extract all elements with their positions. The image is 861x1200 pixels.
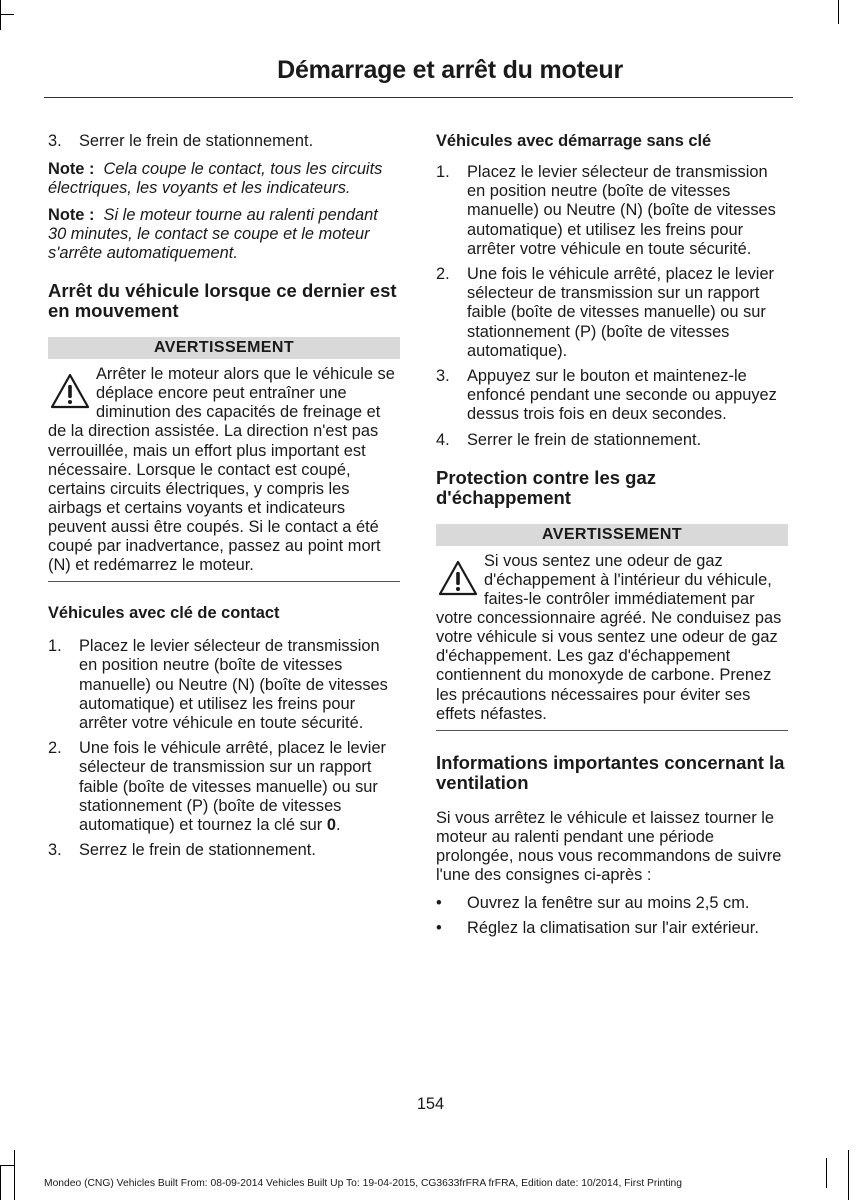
crop-mark-bottom-right-2 (848, 1150, 849, 1200)
list-text: Une fois le véhicule arrêté, placez le levier sélecteur de transmission sur un rapport faible (boîte de vitesses manuelle) ou sur stationnement (P) (boîte de vitesses automatique) et tournez la clé sur (79, 739, 387, 835)
crop-mark-top-left-h (0, 14, 14, 15)
warning-label: AVERTISSEMENT (48, 337, 400, 359)
note-label: Note : (48, 160, 95, 179)
list-text: Une fois le véhicule arrêté, placez le levier sélecteur de transmission sur un rapport faible (boîte de vitesses manuelle) ou sur stationnement (P) (boîte de vitesses automatique). (467, 265, 775, 360)
list-text: Placez le levier sélecteur de transmission en position neutre (boîte de vitesses manuelle) ou Neutre (N) (boîte de vitesses automatique) et utilisez les freins pour arrêter votre véhicule en toute sécurité. (79, 637, 388, 733)
list-number: 2. (48, 739, 62, 758)
crop-mark-bottom-right (826, 1158, 827, 1188)
section-heading: Informations importantes concernant la ventilation (436, 751, 785, 793)
subheading: Véhicules avec démarrage sans clé (436, 132, 712, 150)
paragraph: Si vous arrêtez le véhicule et laissez tourner le moteur au ralenti pendant une période prolongée, nous vous recommandons de suivre l'une des consignes ci-après : (436, 808, 782, 885)
list-text: Appuyez sur le bouton et maintenez-le enfoncé pendant une seconde ou appuyez dessus trois fois en deux secondes. (467, 367, 777, 424)
list-number: 3. (436, 367, 450, 386)
left-column (48, 132, 400, 866)
bullet-mark: • (436, 893, 442, 912)
section-heading: Arrêt du véhicule lorsque ce dernier est en mouvement (48, 280, 397, 322)
list-item (48, 637, 400, 733)
list-number: 2. (436, 265, 450, 284)
list-item (436, 431, 788, 450)
note-text: Si le moteur tourne au ralenti pendant 30 minutes, le contact se coupe et le moteur s'arrête automatiquement. (48, 206, 378, 263)
right-column (436, 132, 788, 944)
list-number: 1. (436, 163, 450, 181)
footer-text: Mondeo (CNG) Vehicles Built From: 08-09-2014 Vehicles Built Up To: 19-04-2015, CG3633frFRA frFRA, Edition date: 10/2014, First Printing (44, 1178, 682, 1189)
subheading: Véhicules avec clé de contact (48, 604, 280, 623)
bullet-item (436, 894, 788, 913)
crop-mark-bottom-left-h (0, 1165, 14, 1166)
warning-rule (436, 730, 788, 731)
list-item (436, 367, 788, 425)
list-item (436, 265, 788, 361)
note-text: Cela coupe le contact, tous les circuits électriques, les voyants et les indicateurs. (48, 160, 383, 198)
warning-triangle-icon (436, 556, 480, 600)
list-text: Serrer le frein de stationnement. (79, 132, 314, 150)
header-rule (44, 97, 793, 98)
warning-rule (48, 581, 400, 582)
list-item (48, 739, 400, 835)
list-item (48, 841, 400, 860)
bullet-mark: • (436, 918, 442, 937)
list-number: 1. (48, 637, 62, 656)
warning-text: Si vous sentez une odeur de gaz d'échappement à l'intérieur du véhicule, faites-le contrôler immédiatement par votre concessionnaire agréé. Ne conduisez pas votre véhicule si vous sentez une odeur de gaz d'échappement. Les gaz d'échappement contiennent du monoxyde de carbone. Prenez les précautions nécessaires pour éviter ses effets néfastes. (436, 551, 782, 723)
warning-text: Arrêter le moteur alors que le véhicule se déplace encore peut entraîner une diminution des capacités de freinage et de la direction assistée. La direction n'est pas verrouillée, mais un effort plus important est nécessaire. Lorsque le contact est coupé, certains circuits électriques, y compris les airbags et certains voyants et indicateurs peuvent aussi être coupés. Si le contact a été coupé par inadvertance, passez au point mort (N) et redémarrez le moteur. (48, 365, 395, 575)
warning-box (48, 365, 400, 575)
note-label: Note : (48, 206, 95, 225)
crop-mark-top-right (838, 0, 839, 24)
note (48, 160, 400, 198)
key-position: 0 (326, 816, 336, 835)
bullet-item (436, 919, 788, 938)
list-item (48, 132, 400, 151)
list-text: Serrez le frein de stationnement. (79, 841, 316, 860)
list-number: 3. (48, 132, 62, 150)
warning-box (436, 552, 788, 724)
warning-triangle-icon (48, 369, 92, 413)
page-title: Démarrage et arrêt du moteur (277, 56, 623, 84)
crop-mark-bottom-left-v2 (14, 1150, 15, 1200)
list-number: 4. (436, 430, 450, 449)
bullet-text: Réglez la climatisation sur l'air extérieur. (467, 918, 759, 937)
list-text: Placez le levier sélecteur de transmission en position neutre (boîte de vitesses manuelle) ou Neutre (N) (boîte de vitesses automatique) et utilisez les freins pour arrêter votre véhicule en toute sécurité. (467, 163, 776, 258)
list-number: 3. (48, 841, 62, 860)
warning-label: AVERTISSEMENT (436, 524, 788, 546)
list-text: Serrer le frein de stationnement. (467, 430, 702, 449)
page-header (44, 56, 793, 85)
page-number: 154 (416, 1095, 445, 1113)
list-item (436, 163, 788, 259)
list-text-end: . (335, 816, 341, 835)
crop-mark-top-left (0, 0, 1, 30)
section-heading: Protection contre les gaz d'échappement (436, 466, 656, 508)
bullet-text: Ouvrez la fenêtre sur au moins 2,5 cm. (467, 893, 750, 912)
crop-mark-bottom-left (0, 1165, 1, 1200)
note (48, 206, 400, 263)
